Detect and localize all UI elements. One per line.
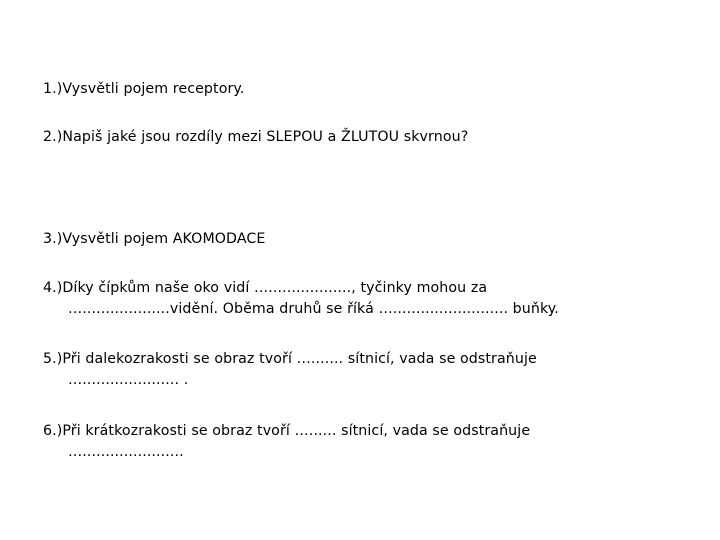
- question-5-text: 5.)Při dalekozrakosti se obraz tvoří …....... sítnicí, vada se odstraňuje: [43, 351, 537, 367]
- question-6-text: 6.)Při krátkozrakosti se obraz tvoří …...... sítnicí, vada se odstraňuje: [43, 423, 531, 439]
- question-4: [43, 278, 559, 320]
- question-1: [43, 79, 245, 100]
- question-2-text: 2.)Napiš jaké jsou rozdíly mezi SLEPOU a ŽLUTOU skvrnou?: [43, 129, 469, 145]
- question-6: [43, 421, 530, 463]
- question-6-continuation: …......................: [68, 444, 184, 460]
- question-1-text: 1.)Vysvětli pojem receptory.: [43, 81, 245, 97]
- question-3-text: 3.)Vysvětli pojem AKOMODACE: [43, 231, 266, 247]
- question-5: [43, 349, 537, 391]
- question-5-continuation: …..................... .: [68, 372, 189, 388]
- question-2: [43, 127, 468, 148]
- question-4-continuation: …...................vidění. Oběma druhů se říká …......................... buňky.: [68, 301, 559, 317]
- question-4-text: 4.)Díky čípkům naše oko vidí ….................., tyčinky mohou za: [43, 280, 488, 296]
- question-3: [43, 229, 265, 250]
